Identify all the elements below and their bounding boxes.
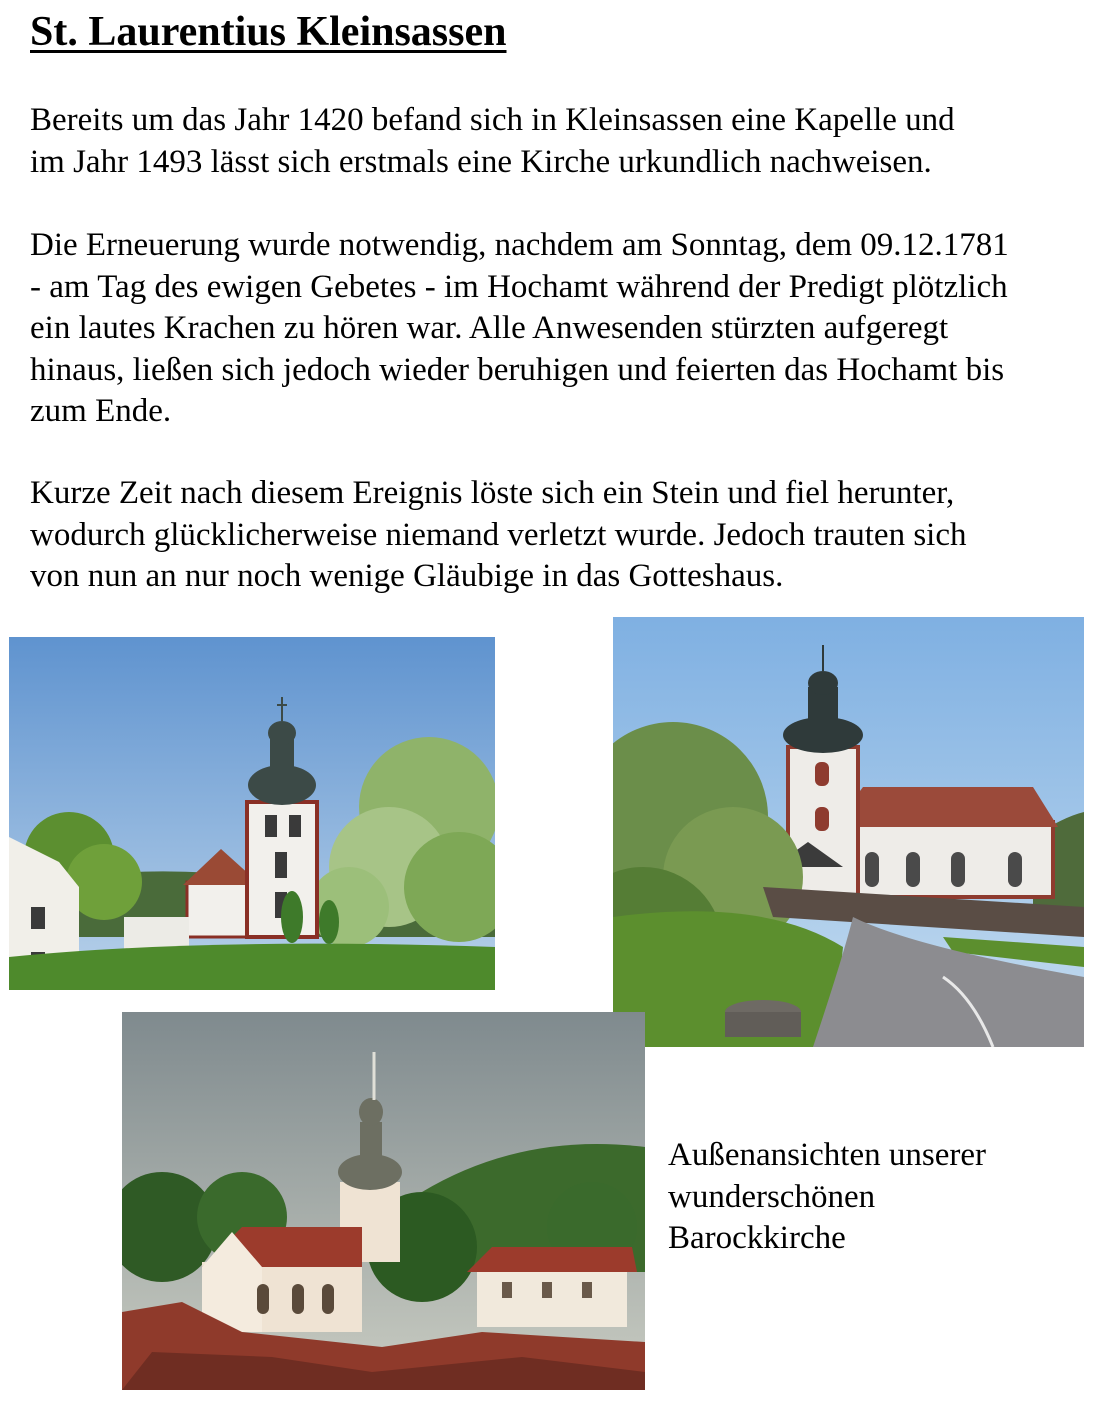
text-line: Bereits um das Jahr 1420 befand sich in Kleinsassen eine Kapelle und <box>30 102 955 138</box>
caption-line: wunderschönen <box>668 1178 876 1215</box>
paragraph-renewal <box>30 225 1009 433</box>
text-line: zum Ende. <box>30 393 172 429</box>
caption-line: Barockkirche <box>668 1220 846 1256</box>
church-meadow-image <box>9 637 495 990</box>
church-photo-village <box>122 1012 645 1390</box>
text-line: wodurch glücklicherweise niemand verletzt wurde. Jedoch trauten sich <box>30 516 967 553</box>
text-line: Kurze Zeit nach diesem Ereignis löste sich ein Stein und fiel herunter, <box>30 475 955 511</box>
page-title: St. Laurentius Kleinsassen <box>30 9 507 55</box>
paragraph-stone <box>30 473 967 598</box>
text-line: Die Erneuerung wurde notwendig, nachdem am Sonntag, dem 09.12.1781 <box>30 227 1009 263</box>
text-line: hinaus, ließen sich jedoch wieder beruhigen und feierten das Hochamt bis <box>30 351 1005 388</box>
text-line: von nun an nur noch wenige Gläubige in das Gotteshaus. <box>30 558 784 594</box>
text-line: ein lautes Krachen zu hören war. Alle Anwesenden stürzten aufgeregt <box>30 310 949 346</box>
church-village-image <box>122 1012 645 1390</box>
church-road-image <box>613 617 1084 1047</box>
paragraph-history <box>30 100 955 183</box>
church-photo-meadow <box>9 637 495 990</box>
text-line: - am Tag des ewigen Gebetes - im Hochamt während der Predigt plötzlich <box>30 268 1008 305</box>
church-photo-road <box>613 617 1084 1047</box>
text-line: im Jahr 1493 lässt sich erstmals eine Kirche urkundlich nachweisen. <box>30 143 932 180</box>
caption-line: Außenansichten unserer <box>668 1137 986 1173</box>
photo-caption <box>668 1135 986 1260</box>
